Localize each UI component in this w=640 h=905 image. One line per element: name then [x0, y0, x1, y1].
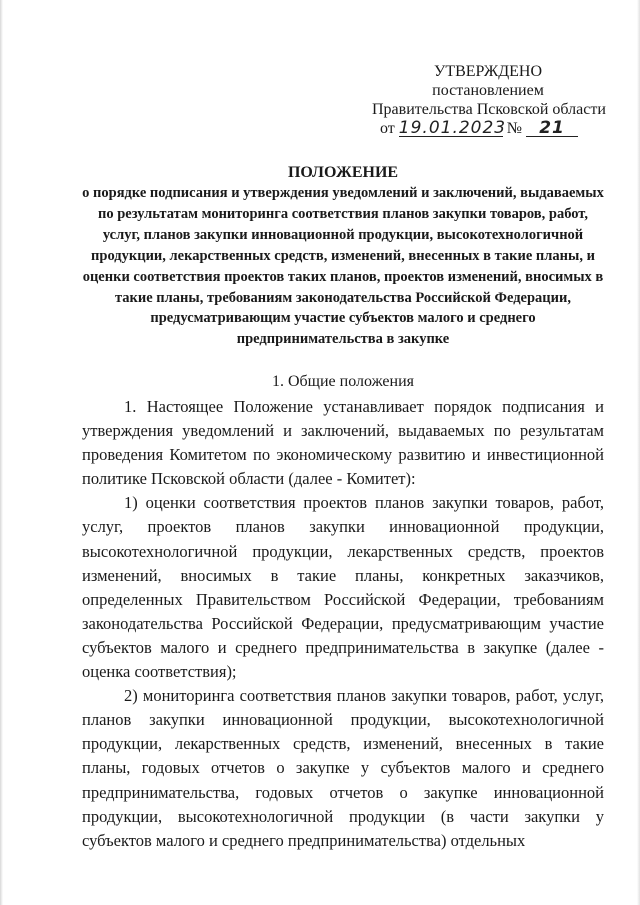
document-body: [82, 394, 604, 853]
number-prefix: №: [506, 120, 523, 137]
document-title-block: [82, 163, 604, 350]
approval-date-line: [372, 119, 604, 138]
date-prefix: от: [380, 120, 395, 137]
section-heading: 1. Общие положения: [271, 373, 415, 390]
approval-heading: УТВЕРЖДЕНО: [433, 63, 542, 80]
handwritten-date: 19.01.2023: [398, 118, 507, 138]
approval-government: Правительства Псковской области: [372, 101, 606, 118]
scan-edge-left: [0, 0, 3, 905]
document-title: ПОЛОЖЕНИЕ: [287, 164, 399, 181]
paragraph-1-item-1: 1) оценки соответствия проектов планов закупки товаров, работ, услуг, проектов планов закупки инновационной продукции, высокотехнологичной продукции, лекарственных средств, проектов изменений, вносимых в такие планы, конкретных заказчиков, определенных Правительством Российской Федерации, требованиям законодательства Российской Федерации, предусматривающим участие субъектов малого и среднего предпринимательства в закупке (далее - оценка соответствия);: [82, 493, 604, 682]
paragraph-1-item-2: 2) мониторинга соответствия планов закупки товаров, работ, услуг, планов закупки инновационной продукции, высокотехнологичной продукции, лекарственных средств, изменений, внесенных в такие планы, годовых отчетов о закупке у субъектов малого и среднего предпринимательства, годовых отчетов о закупке инновационной продукции, высокотехнологичной продукции (в части закупки у субъектов малого и среднего предпринимательства) отдельных: [82, 686, 604, 850]
paragraph-1: 1. Настоящее Положение устанавливает порядок подписания и утверждения уведомлений и заключений, выдаваемых по результатам проведения Комитетом по экономическому развитию и инвестиционной политике Псковской области (далее - Комитет):: [82, 397, 604, 489]
handwritten-number: 21: [526, 120, 578, 137]
approval-decree: постановлением: [432, 82, 544, 99]
document-subtitle: о порядке подписания и утверждения уведомлений и заключений, выдаваемых по результатам мониторинга соответствия планов закупки товаров, работ, услуг, планов закупки инновационной продукции, высокотехнологичной продукции, лекарственных средств, изменений, внесенных в такие планы, и оценки соответствия проектов таких планов, проектов изменений, вносимых в такие планы, требованиям законодательства Российской Федерации, предусматривающим участие субъектов малого и среднего предпринимательства в закупке: [82, 185, 604, 348]
approval-stamp: [372, 62, 604, 138]
